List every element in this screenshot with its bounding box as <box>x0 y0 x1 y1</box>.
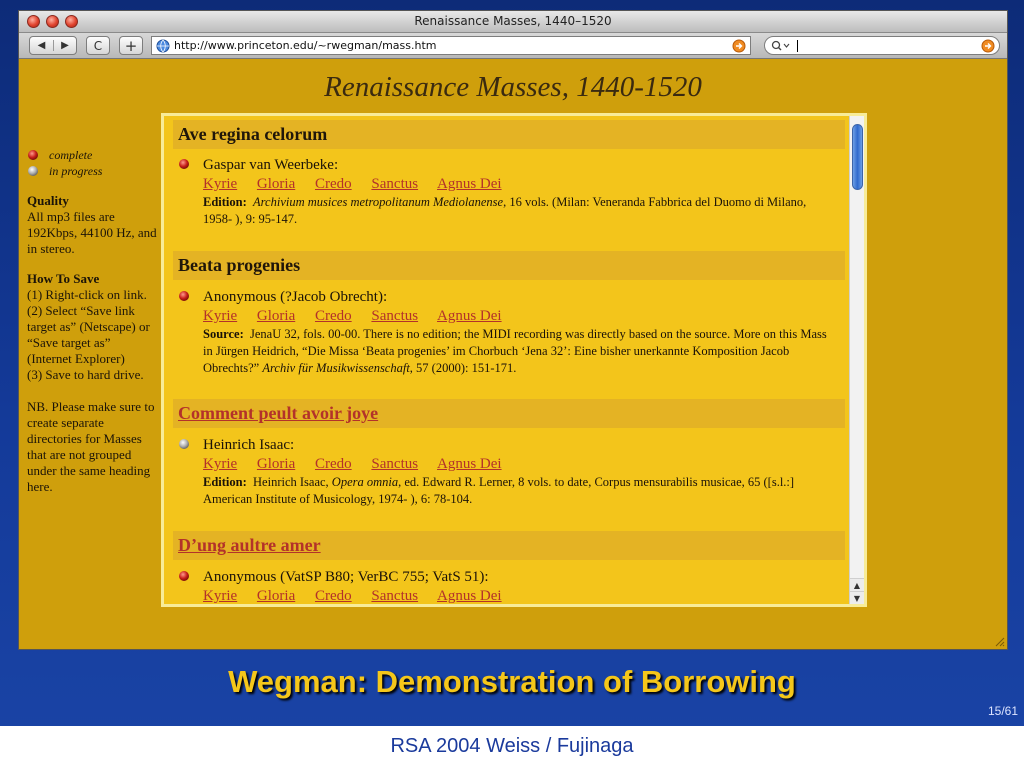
url-text: http://www.princeton.edu/~rwegman/mass.htm <box>174 39 437 52</box>
orange-arrow-icon[interactable] <box>981 39 995 53</box>
credo-link[interactable]: Credo <box>314 176 352 192</box>
footer-text: RSA 2004 Weiss / Fujinaga <box>390 735 634 757</box>
directory-note: NB. Please make sure to create separate directories for Masses that are not grouped under the same heading here. <box>27 399 155 494</box>
search-field[interactable] <box>764 36 1000 55</box>
mass-entry <box>178 288 838 377</box>
kyrie-link[interactable]: Kyrie <box>203 456 238 472</box>
quality-text: All mp3 files are 192Kbps, 44100 Hz, and in stereo. <box>27 209 157 256</box>
browser-window <box>18 10 1008 650</box>
scroll-thumb[interactable] <box>852 124 863 190</box>
source-title: Archiv für Musikwissenschaft <box>262 361 410 375</box>
movement-links <box>178 586 838 606</box>
how-to-save-step2: (2) Select “Save link target as” (Netscape) or “Save target as” (Internet Explorer) <box>27 303 150 366</box>
gloria-link[interactable]: Gloria <box>256 308 296 324</box>
gray-dot-icon <box>27 165 39 177</box>
movement-links <box>178 306 838 326</box>
reload-button[interactable]: C <box>86 36 110 55</box>
source-details-end: , 57 (2000): 151-171. <box>409 361 517 375</box>
source-label: Edition: <box>203 475 247 489</box>
credo-link[interactable]: Credo <box>314 456 352 472</box>
how-to-save-step1: (1) Right-click on link. <box>27 287 147 302</box>
vertical-scrollbar[interactable] <box>849 116 864 604</box>
credo-link[interactable]: Credo <box>314 308 352 324</box>
sanctus-link[interactable]: Sanctus <box>371 308 419 324</box>
window-title: Renaissance Masses, 1440–1520 <box>414 14 612 28</box>
text-caret <box>797 40 798 52</box>
red-dot-icon <box>178 570 190 582</box>
resize-grip-icon[interactable] <box>993 635 1005 647</box>
composer-name: Anonymous (VatSP B80; VerBC 755; VatS 51): <box>203 569 489 585</box>
sidebar <box>27 147 157 495</box>
mass-list-frame[interactable] <box>161 113 867 607</box>
agnus-dei-link[interactable]: Agnus Dei <box>437 176 502 192</box>
movement-links <box>178 454 838 474</box>
address-bar[interactable] <box>151 36 751 55</box>
orange-arrow-icon[interactable] <box>732 39 746 53</box>
slide-title: Wegman: Demonstration of Borrowing <box>228 664 796 699</box>
red-dot-icon <box>178 158 190 170</box>
gloria-link[interactable]: Gloria <box>256 456 296 472</box>
composer-name: Anonymous (?Jacob Obrecht): <box>203 289 388 305</box>
movement-links <box>178 174 838 194</box>
mass-entry <box>178 156 838 228</box>
mass-entry <box>178 568 838 606</box>
kyrie-link[interactable]: Kyrie <box>203 308 238 324</box>
agnus-dei-link[interactable]: Agnus Dei <box>437 308 502 324</box>
legend-in-progress-label: in progress <box>49 164 103 178</box>
source-label: Edition: <box>203 195 247 209</box>
legend-complete-label: complete <box>49 148 93 162</box>
gray-dot-icon <box>178 438 190 450</box>
sanctus-link[interactable]: Sanctus <box>371 176 419 192</box>
source-citation <box>178 326 838 377</box>
how-to-save-step3: (3) Save to hard drive. <box>27 367 144 382</box>
how-to-save-heading: How To Save <box>27 271 100 286</box>
slide-footer <box>0 726 1024 768</box>
source-details: JenaU 32, fols. 00-00. There is no edition; the MIDI recording was directly based on the source. More on this Mass in Jürgen Heidrich, “Die Missa ‘Beata progenies’ im Chorbuch ‘Jena 32’: Eine bisher unerkannte Komposition Jacob Obrechts?” <box>203 327 827 375</box>
scroll-up-arrow-icon[interactable]: ▲ <box>850 578 864 591</box>
mass-entry <box>178 436 838 508</box>
mass-heading: Ave regina celorum <box>173 120 845 149</box>
forward-button[interactable]: ▶ <box>53 40 76 51</box>
globe-icon <box>156 39 170 53</box>
slide-page-number: 15/61 <box>987 704 1018 718</box>
gloria-link[interactable]: Gloria <box>256 176 296 192</box>
red-dot-icon <box>178 290 190 302</box>
mass-heading-link[interactable]: D’ung aultre amer <box>173 531 845 560</box>
kyrie-link[interactable]: Kyrie <box>203 588 238 604</box>
add-bookmark-button[interactable]: + <box>119 36 143 55</box>
source-details: , ed. Edward R. Lerner, 8 vols. to date, Corpus mensurabilis musicae, 65 ([s.l.:] American Institute of Musicology, 1974- ), 6: 78-104. <box>203 475 795 506</box>
agnus-dei-link[interactable]: Agnus Dei <box>437 588 502 604</box>
browser-toolbar <box>19 33 1007 59</box>
page-title: Renaissance Masses, 1440-1520 <box>324 71 702 103</box>
source-title: Opera omnia <box>331 475 399 489</box>
source-details: , 16 vols. (Milan: Veneranda Fabbrica del Duomo di Milano, 1958- ), 9: 95-147. <box>203 195 807 226</box>
source-citation <box>178 194 838 228</box>
source-title: Archivium musices metropolitanum Mediolanense <box>253 195 504 209</box>
back-button[interactable]: ◀ <box>37 40 46 51</box>
window-titlebar <box>19 11 1007 33</box>
quality-heading: Quality <box>27 193 69 208</box>
composer-name: Heinrich Isaac: <box>203 437 295 453</box>
sanctus-link[interactable]: Sanctus <box>371 456 419 472</box>
sanctus-link[interactable]: Sanctus <box>371 588 419 604</box>
source-details-start: Heinrich Isaac, <box>253 475 332 489</box>
scroll-down-arrow-icon[interactable]: ▼ <box>850 591 864 604</box>
source-label: Source: <box>203 327 244 341</box>
red-dot-icon <box>27 149 39 161</box>
mass-heading: Beata progenies <box>173 251 845 280</box>
magnifier-icon <box>771 40 793 52</box>
agnus-dei-link[interactable]: Agnus Dei <box>437 456 502 472</box>
composer-name: Gaspar van Weerbeke: <box>203 157 339 173</box>
gloria-link[interactable]: Gloria <box>256 588 296 604</box>
kyrie-link[interactable]: Kyrie <box>203 176 238 192</box>
source-citation <box>178 474 838 508</box>
legend-complete <box>27 147 157 163</box>
back-forward-group <box>29 36 77 55</box>
credo-link[interactable]: Credo <box>314 588 352 604</box>
legend-in-progress <box>27 163 157 179</box>
mass-heading-link[interactable]: Comment peult avoir joye <box>173 399 845 428</box>
